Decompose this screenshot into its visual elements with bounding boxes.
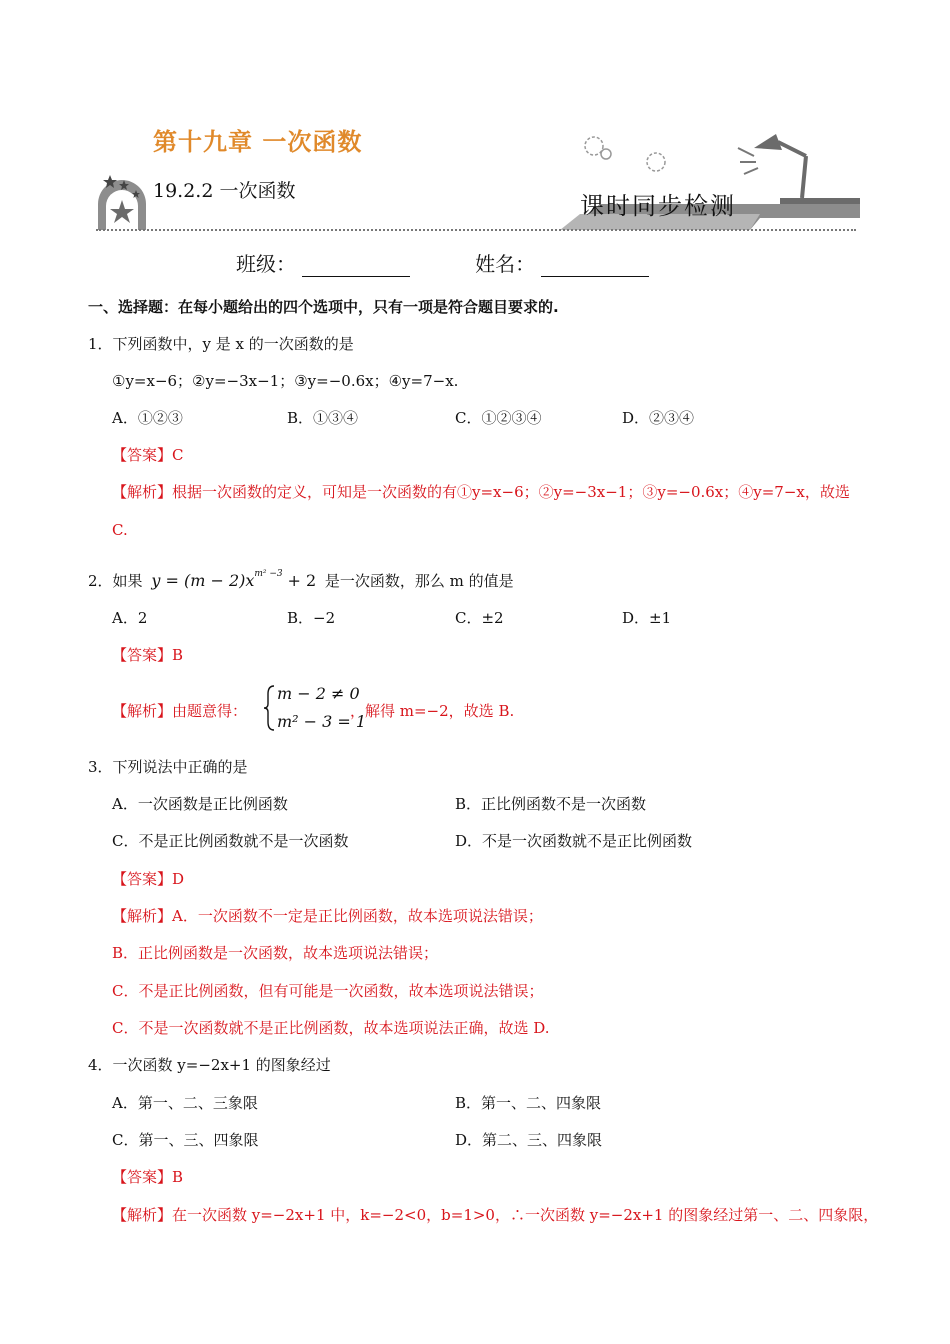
q1-explain-line2: C. bbox=[112, 521, 128, 539]
brace-icon bbox=[262, 684, 276, 732]
q1-option-c: C．①②③④ bbox=[455, 409, 542, 427]
q4-stem: 4．一次函数 y=−2x+1 的图象经过 bbox=[88, 1056, 331, 1074]
q2-answer: 【答案】B bbox=[112, 646, 184, 664]
q1-stem: 1．下列函数中，y 是 x 的一次函数的是 bbox=[88, 335, 354, 353]
chapter-title: 第十九章 一次函数 bbox=[153, 128, 363, 156]
q2-system-line2: m² − 3 = 1 bbox=[277, 712, 367, 731]
q4-option-c: C．第一、三、四象限 bbox=[112, 1131, 259, 1149]
q3-option-a: A．一次函数是正比例函数 bbox=[112, 795, 288, 813]
q2-stem-pre: 2．如果 bbox=[88, 572, 143, 590]
q2-formula-exponent: m² −3 bbox=[254, 569, 283, 579]
q1-option-d: D．②③④ bbox=[622, 409, 695, 427]
q2-stem bbox=[88, 563, 514, 592]
q3-option-b: B．正比例函数不是一次函数 bbox=[455, 795, 647, 813]
q3-explain-line1: 【解析】A．一次函数不一定是正比例函数，故本选项说法错误； bbox=[112, 907, 543, 925]
q1-option-a: A．①②③ bbox=[112, 409, 183, 427]
part1-title: 一、选择题：在每小题给出的四个选项中，只有一项是符合题目要求的. bbox=[88, 298, 559, 316]
q1-answer: 【答案】C bbox=[112, 446, 184, 464]
class-blank[interactable] bbox=[302, 258, 410, 277]
chapter-emblem-icon bbox=[92, 170, 154, 232]
name-blank[interactable] bbox=[541, 258, 649, 277]
q2-formula-tail: + 2 bbox=[287, 571, 317, 590]
q2-explain-pre: 【解析】由题意得： bbox=[112, 702, 248, 720]
class-name-line bbox=[236, 248, 716, 277]
class-label: 班级： bbox=[236, 252, 296, 276]
q3-stem: 3．下列说法中正确的是 bbox=[88, 758, 248, 776]
q2-option-c: C．±2 bbox=[455, 609, 504, 627]
bubbles-icon bbox=[580, 134, 680, 180]
q4-option-d: D．第二、三、四象限 bbox=[455, 1131, 603, 1149]
q3-option-d: D．不是一次函数就不是正比例函数 bbox=[455, 832, 693, 850]
q1-option-b: B．①③④ bbox=[287, 409, 359, 427]
q2-stem-post: 是一次函数，那么 m 的值是 bbox=[324, 572, 514, 590]
q3-explain-line4: C．不是一次函数就不是正比例函数，故本选项说法正确，故选 D. bbox=[112, 1019, 550, 1037]
q3-explain-line2: B．正比例函数是一次函数，故本选项说法错误； bbox=[112, 944, 439, 962]
q2-option-a: A．2 bbox=[112, 609, 148, 627]
q1-explain-line1: 【解析】根据一次函数的定义，可知是一次函数的有①y=x−6；②y=−3x−1；③y=−0.6x；④y=7−x，故选 bbox=[112, 483, 850, 501]
banner-text: 课时同步检测 bbox=[580, 192, 736, 220]
q2-formula: y = (m − 2)x bbox=[151, 571, 255, 590]
q2-option-d: D．±1 bbox=[622, 609, 672, 627]
q4-option-a: A．第一、二、三象限 bbox=[112, 1094, 258, 1112]
q2-system-line1: m − 2 ≠ 0 bbox=[277, 684, 360, 703]
q3-answer: 【答案】D bbox=[112, 870, 185, 888]
q1-items: ①y=x−6；②y=−3x−1；③y=−0.6x；④y=7−x. bbox=[112, 372, 459, 390]
q4-option-b: B．第一、二、四象限 bbox=[455, 1094, 602, 1112]
header-divider bbox=[96, 229, 856, 231]
q3-option-c: C．不是正比例函数就不是一次函数 bbox=[112, 832, 349, 850]
section-title: 19.2.2 一次函数 bbox=[153, 180, 296, 202]
q4-explain-line1: 【解析】在一次函数 y=−2x+1 中，k=−2<0，b=1>0，∴一次函数 y=−2x+1 的图象经过第一、二、四象限， bbox=[112, 1206, 879, 1224]
q4-answer: 【答案】B bbox=[112, 1168, 184, 1186]
q2-option-b: B．−2 bbox=[287, 609, 336, 627]
q3-explain-line3: C．不是正比例函数，但有可能是一次函数，故本选项说法错误； bbox=[112, 982, 544, 1000]
name-label: 姓名： bbox=[475, 252, 536, 276]
q2-explain-post: ，解得 m=−2，故选 B. bbox=[350, 702, 515, 720]
